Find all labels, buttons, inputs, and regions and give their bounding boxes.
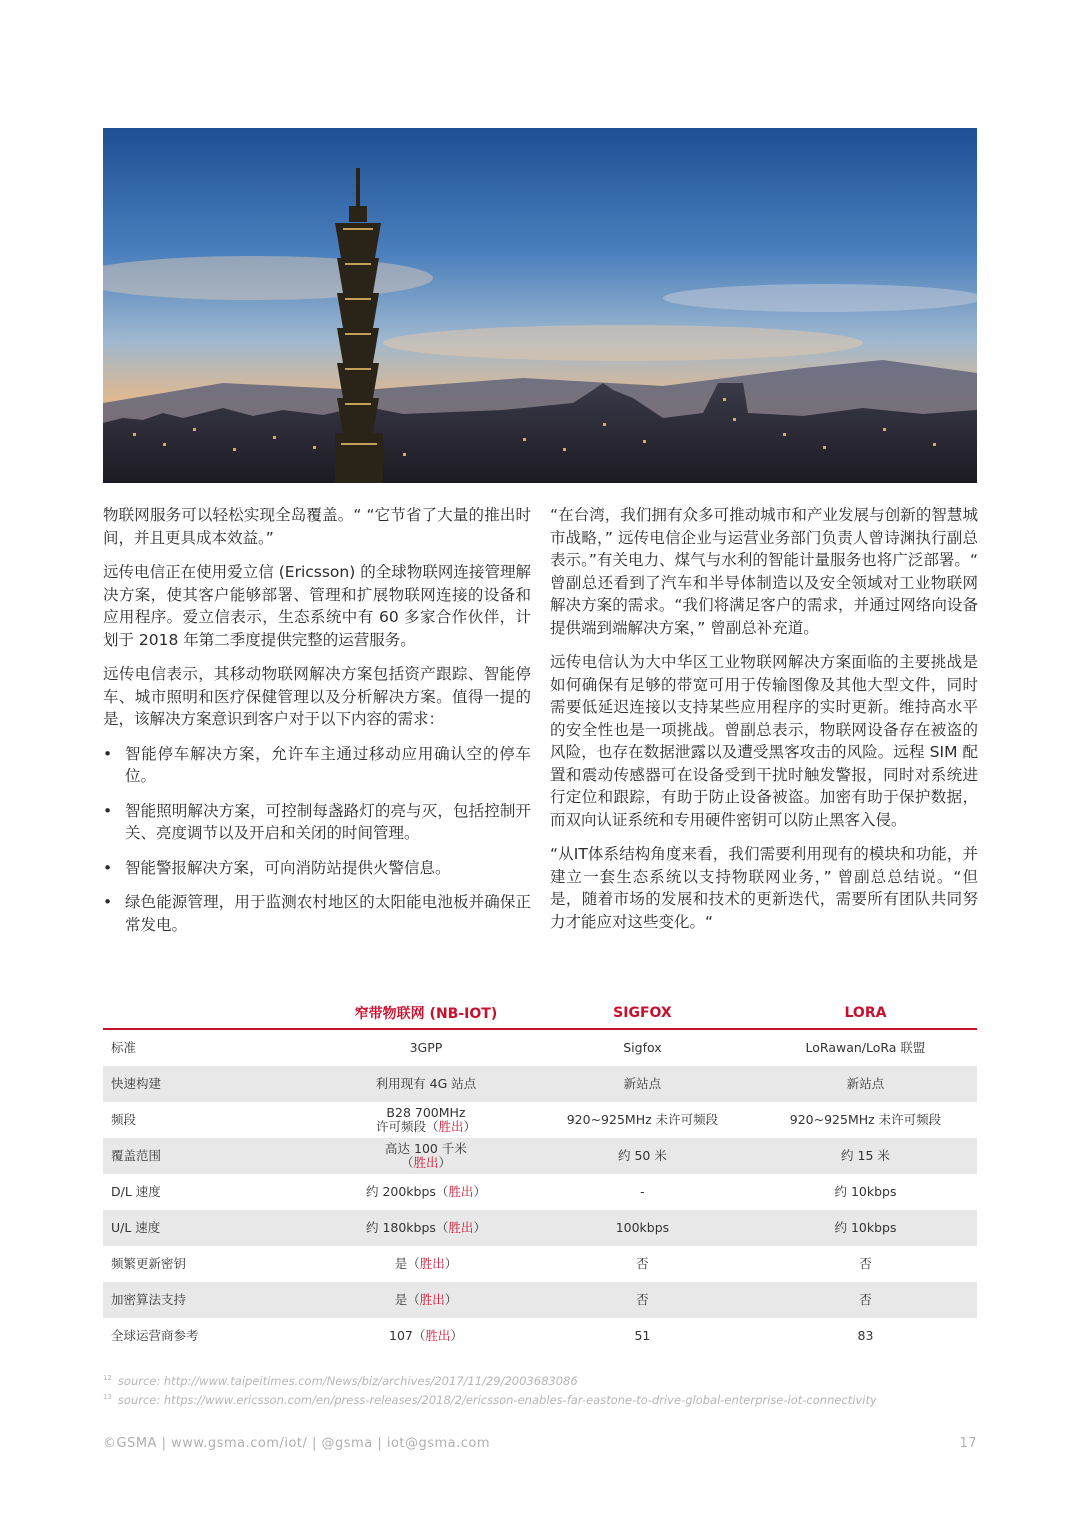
cell-text: （: [400, 1155, 414, 1170]
cell-lora: 新站点: [754, 1066, 977, 1102]
table-row: [103, 1066, 977, 1102]
cell-sigfox: 否: [531, 1282, 754, 1318]
win-label: 胜出: [419, 1292, 445, 1307]
bullet-list: [103, 743, 531, 937]
list-item: [103, 891, 531, 936]
table-header-row: [103, 998, 977, 1029]
table-row: [103, 1029, 977, 1066]
cell-nb-iot: [321, 1246, 531, 1282]
cell-sigfox: Sigfox: [623, 1040, 662, 1055]
paragraph: 远传电信认为大中华区工业物联网解决方案面临的主要挑战是如何确保有足够的带宽可用于传输图像及其他大型文件，同时需要低延迟连接以支持某些应用程序的实时更新。维持高水平的安全性也是一项挑战。曾副总表示，物联网设备存在被盗的风险，也存在数据泄露以及遭受黑客攻击的风险。远程 SIM 配置和震动传感器可在设备受到干扰时触发警报，同时对系统进行定位和跟踪，有助于防止设备被盗。加密有助于保护数据，而双向认证系统和专用硬件密钥可以防止黑客入侵。: [550, 653, 978, 829]
header-sigfox: SIGFOX: [531, 998, 754, 1029]
cell-lora: 否: [859, 1256, 872, 1271]
row-label: D/L 速度: [111, 1184, 161, 1199]
cell-line: 高达 100 千米: [385, 1141, 467, 1156]
left-text-column: [103, 504, 531, 948]
header-lora: LORA: [754, 998, 977, 1029]
table-row: [103, 1210, 977, 1246]
win-label: 胜出: [448, 1220, 474, 1235]
cell-nb-iot: [321, 1282, 531, 1318]
cell-nb-iot: [321, 1318, 531, 1354]
win-label: 胜出: [448, 1184, 474, 1199]
paragraph: 远传电信正在使用爱立信 (Ericsson) 的全球物联网连接管理解决方案，使其客户能够部署、管理和扩展物联网连接的设备和应用程序。爱立信表示，生态系统中有 60 多家合作伙伴，计划于 2018 年第二季度提供完整的运营服务。: [103, 563, 531, 649]
right-text-column: [550, 504, 978, 945]
cell-lora: 约 15 米: [754, 1138, 977, 1174]
row-label: 加密算法支持: [103, 1282, 321, 1318]
cell-text: ）: [463, 1119, 476, 1134]
cell-sigfox: 约 50 米: [531, 1138, 754, 1174]
cell-text: ）: [473, 1220, 486, 1235]
cell-text: ）: [444, 1256, 458, 1271]
cell-nb-iot: [321, 1138, 531, 1174]
list-item-text: 智能停车解决方案，允许车主通过移动应用确认空的停车位。: [125, 744, 531, 785]
list-item-text: 智能警报解决方案，可向消防站提供火警信息。: [125, 858, 451, 877]
cell-nb-iot: [321, 1210, 531, 1246]
list-item: [103, 800, 531, 845]
row-label: 频繁更新密钥: [111, 1256, 187, 1271]
cell-sigfox: 100kbps: [531, 1210, 754, 1246]
cell-sigfox: 920~925MHz 未许可频段: [566, 1112, 719, 1127]
cell-lora: 83: [857, 1328, 874, 1343]
footnote-link[interactable]: source: https://www.ericsson.com/en/press-releases/2018/2/ericsson-enables-far-eastone-to-drive-global-enterprise-iot-connectivity: [117, 1392, 877, 1407]
list-item: [103, 857, 531, 880]
win-label: 胜出: [438, 1119, 464, 1134]
win-label: 胜出: [425, 1328, 451, 1343]
footnote-number: 13: [103, 1392, 112, 1401]
list-item: [103, 743, 531, 788]
footnote: [103, 1389, 1003, 1408]
cell-lora: 920~925MHz 未许可频段: [789, 1112, 942, 1127]
paragraph: 物联网服务可以轻松实现全岛覆盖。“ “它节省了大量的推出时间，并且更具成本效益。”: [103, 506, 531, 547]
table-row: [103, 1102, 977, 1138]
cell-text: 107（: [389, 1328, 426, 1343]
footnote-number: 12: [103, 1374, 112, 1382]
cell-sigfox: 否: [636, 1256, 649, 1271]
cell-lora: LoRawan/LoRa 联盟: [805, 1040, 926, 1055]
table-row: [103, 1138, 977, 1174]
paragraph: 远传电信表示，其移动物联网解决方案包括资产跟踪、智能停车、城市照明和医疗保健管理以及分析解决方案。值得一提的是，该解决方案意识到客户对于以下内容的需求：: [103, 665, 531, 728]
paragraph: “从IT体系结构角度来看，我们需要利用现有的模块和功能，并建立一套生态系统以支持物联网业务，” 曾副总总结说。“但是，随着市场的发展和技术的更新迭代，需要所有团队共同努力才能应对这些变化。“: [550, 845, 978, 931]
table-row: [103, 1174, 977, 1210]
cell-nb-iot: 3GPP: [409, 1040, 443, 1055]
page-footer: [103, 1436, 977, 1451]
row-label: U/L 速度: [103, 1210, 321, 1246]
paragraph: “在台湾，我们拥有众多可推动城市和产业发展与创新的智慧城市战略，” 远传电信企业与运营业务部门负责人曾诗渊执行副总表示。”有关电力、煤气与水利的智能计量服务也将广泛部署。“ 曾副总还看到了汽车和半导体制造以及安全领域对工业物联网解决方案的需求。“我们将满足客户的需求，并通过网络向设备提供端到端解决方案，” 曾副总补充道。: [550, 506, 978, 637]
row-label: 标准: [111, 1040, 137, 1055]
bullet-icon: •: [103, 744, 113, 763]
footnote-link[interactable]: source: http://www.taipeitimes.com/News/biz/archives/2017/11/29/2003683086: [117, 1373, 578, 1388]
footer-text: ©GSMA | www.gsma.com/iot/ | @gsma | iot@gsma.com: [103, 1436, 491, 1451]
row-label: 快速构建: [103, 1066, 321, 1102]
cell-nb-iot: [321, 1174, 531, 1210]
cell-text: 约 200kbps（: [365, 1184, 449, 1199]
list-item-text: 智能照明解决方案，可控制每盏路灯的亮与灭，包括控制开关、亮度调节以及开启和关闭的时间管理。: [125, 801, 531, 842]
comparison-table: [103, 998, 977, 1354]
table-row: [103, 1246, 977, 1282]
cell-text: 许可频段（: [375, 1119, 439, 1134]
header-empty: [103, 998, 321, 1029]
win-label: 胜出: [419, 1256, 445, 1271]
city-skyline-photo: [103, 128, 977, 483]
bullet-icon: •: [103, 893, 113, 911]
cell-text: ）: [450, 1328, 463, 1343]
cell-lora: 否: [754, 1282, 977, 1318]
header-nb-iot: 窄带物联网 (NB-IOT): [321, 998, 531, 1029]
cell-text: ）: [444, 1292, 458, 1307]
cell-nb-iot: [321, 1102, 531, 1138]
cell-text: ）: [438, 1155, 451, 1170]
list-item-text: 绿色能源管理，用于监测农村地区的太阳能电池板并确保正常发电。: [125, 893, 531, 934]
bullet-icon: •: [103, 801, 113, 820]
cell-lora: 约 10kbps: [754, 1210, 977, 1246]
row-label: 全球运营商参考: [111, 1328, 199, 1343]
cell-nb-iot: 利用现有 4G 站点: [321, 1066, 531, 1102]
table-row: [103, 1318, 977, 1354]
cell-text: 是（: [394, 1292, 420, 1307]
row-label: 频段: [111, 1112, 137, 1127]
cell-text: 约 180kbps（: [365, 1220, 449, 1235]
page-number: 17: [959, 1436, 977, 1451]
footnote: [103, 1370, 1003, 1389]
footnotes: [103, 1370, 1003, 1408]
table-row: [103, 1282, 977, 1318]
cell-lora: 约 10kbps: [834, 1184, 897, 1199]
cell-sigfox: 51: [634, 1328, 651, 1343]
cell-line: B28 700MHz: [386, 1105, 466, 1120]
win-label: 胜出: [413, 1155, 439, 1170]
row-label: 覆盖范围: [103, 1138, 321, 1174]
cell-sigfox: -: [640, 1184, 645, 1199]
cell-text: 是（: [394, 1256, 420, 1271]
cell-sigfox: 新站点: [531, 1066, 754, 1102]
bullet-icon: •: [103, 858, 113, 877]
cell-text: ）: [473, 1184, 486, 1199]
